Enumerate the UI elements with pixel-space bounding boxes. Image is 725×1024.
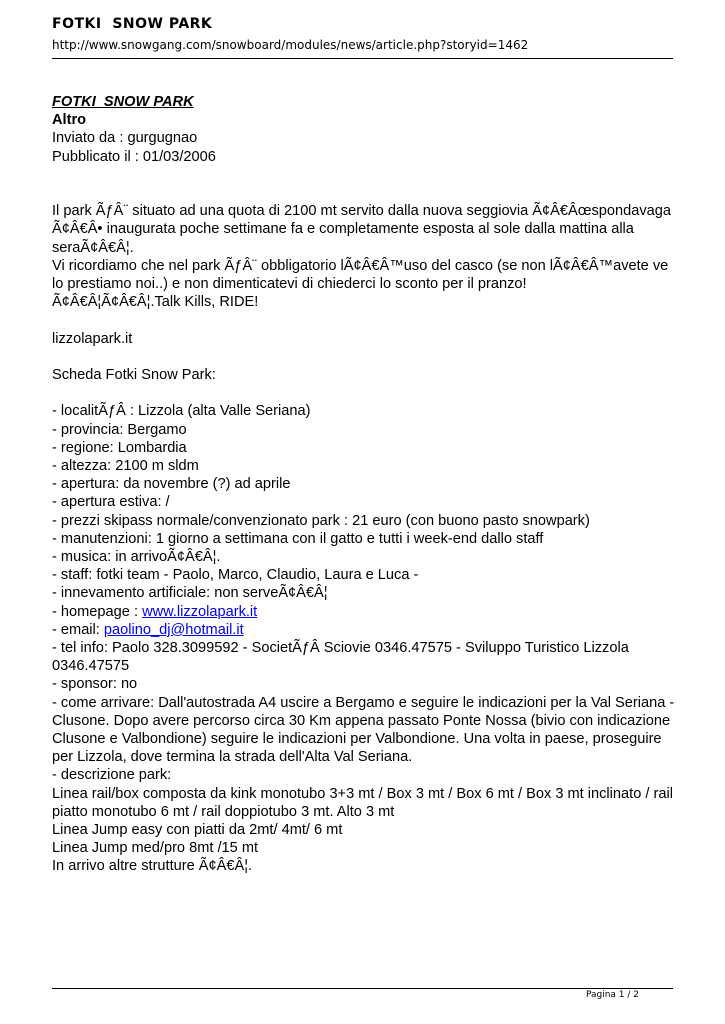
detail-line: - sponsor: no [52, 676, 138, 693]
published-line: Pubblicato il : 01/03/2006 [52, 148, 216, 165]
footer-divider [52, 988, 673, 989]
detail-line: - provincia: Bergamo [52, 421, 187, 438]
homepage-link[interactable]: www.lizzolapark.it [142, 603, 258, 620]
spacer [52, 348, 677, 366]
detail-line: - apertura: da novembre (?) ad aprile [52, 476, 291, 493]
spacer [52, 311, 677, 329]
article-title: FOTKI SNOW PARK [52, 94, 194, 110]
detail-line: - tel info: Paolo 328.3099592 - SocietÃƒÂ Sciovie 0346.47575 - Sviluppo Turistico Lizzola 0346.47575 [52, 640, 629, 675]
spacer [52, 166, 677, 202]
detail-line: Linea Jump easy con piatti da 2mt/ 4mt/ 6 mt [52, 822, 343, 839]
homepage-label: - homepage : [52, 603, 143, 620]
spacer [52, 384, 677, 402]
author-line: Inviato da : gurgugnao [52, 130, 198, 147]
intro-paragraph: Vi ricordiamo che nel park ÃƒÂ¨ obbligatorio lÃ¢Â€Â™uso del casco (se non lÃ¢Â€Â™avete ve lo prestiamo noi..) e non dimenticatevi di chiederci lo sconto per il pranzo! [52, 257, 669, 293]
intro-paragraph: Ã¢Â€Â¦Ã¢Â€Â¦.Talk Kills, RIDE! [52, 294, 259, 311]
email-label: - email: [52, 621, 104, 638]
detail-line: - prezzi skipass normale/convenzionato park : 21 euro (con buono pasto snowpark) [52, 512, 590, 529]
detail-line: - innevamento artificiale: non serveÃ¢Â€Â¦ [52, 585, 328, 602]
detail-line: - musica: in arrivoÃ¢Â€Â¦. [52, 549, 221, 566]
article-category: Altro [52, 112, 87, 129]
detail-line: - descrizione park: [52, 767, 172, 784]
page-number: Pagina 1 / 2 [585, 990, 639, 1000]
detail-line: - altezza: 2100 m sldm [52, 458, 199, 474]
source-url: http://www.snowgang.com/snowboard/modules/news/article.php?storyid=1462 [52, 38, 529, 52]
detail-line: Linea Jump med/pro 8mt /15 mt [52, 840, 259, 857]
site-title: FOTKI SNOW PARK [52, 16, 213, 32]
detail-line: Linea rail/box composta da kink monotubo 3+3 mt / Box 3 mt / Box 6 mt / Box 3 mt inclinato / rail piatto monotubo 6 mt / rail doppiotubo 3 mt. Alto 3 mt [52, 785, 673, 820]
detail-line: - apertura estiva: / [52, 494, 170, 511]
page-header [52, 16, 673, 52]
homepage-line [52, 603, 677, 621]
detail-line: In arrivo altre strutture Ã¢Â€Â¦. [52, 858, 253, 875]
detail-line: - localitÃƒÂ : Lizzola (alta Valle Seriana) [52, 403, 311, 420]
site-name: lizzolapark.it [52, 330, 133, 347]
article-body [52, 93, 677, 876]
detail-line: - staff: fotki team - Paolo, Marco, Claudio, Laura e Luca - [52, 567, 419, 584]
detail-line: - regione: Lombardia [52, 439, 187, 456]
scheda-title: Scheda Fotki Snow Park: [52, 367, 216, 383]
intro-paragraph: Il park ÃƒÂ¨ situato ad una quota di 2100 mt servito dalla nuova seggiovia Ã¢Â€Âœspondavaga Ã¢Â€Â• inaugurata poche settimane fa e completamente esposta al sole dalla mattina alla seraÃ¢Â€Â¦. [52, 203, 672, 256]
email-line [52, 621, 677, 639]
header-divider [52, 58, 673, 59]
detail-line: - manutenzioni: 1 giorno a settimana con il gatto e tutti i week-end dallo staff [52, 530, 544, 547]
detail-line: - come arrivare: Dall'autostrada A4 uscire a Bergamo e seguire le indicazioni per la Val Seriana - Clusone. Dopo avere percorso circa 30 Km appena passato Ponte Nossa (bivio con indicazione Clusone e Valbondione) seguire le indicazioni per Valbondione. Una volta in paese, proseguire per Lizzola, dove termina la strada dell'Alta Val Seriana. [52, 694, 675, 766]
email-link[interactable]: paolino_dj@hotmail.it [103, 621, 244, 638]
